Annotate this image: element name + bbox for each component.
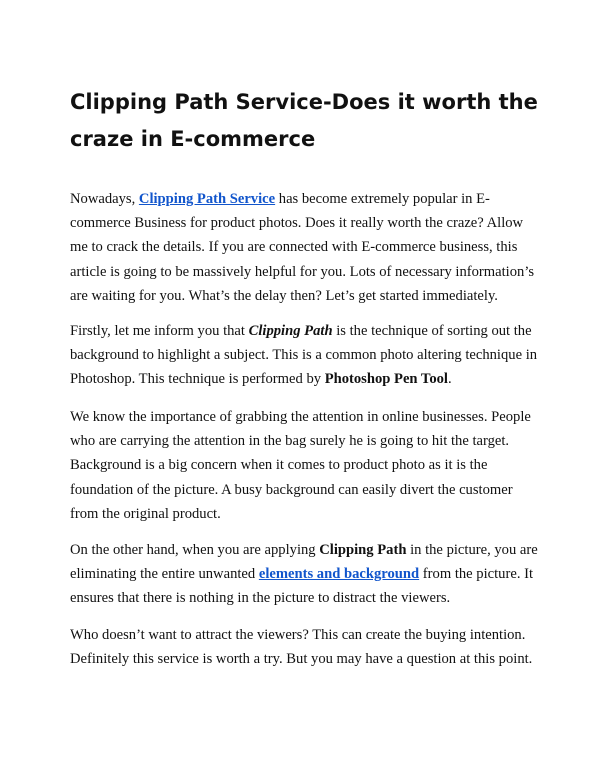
benefit-text-middle: in the picture, you are eliminating the entire unwanted — [70, 542, 538, 583]
intro-text-end: has become extremely popular in E-commerce Business for product photos. Does it really worth the craze? Allow me to crack the details. If you are connected with E-commerce business, this article is going to be massively helpful for you. Lots of necessary information’s are waiting for you. What’s the delay then? Let’s get started immediately. — [70, 191, 535, 304]
clipping-path-service-link[interactable]: Clipping Path Service — [138, 191, 276, 207]
clipping-path-emphasis: Clipping Path — [248, 323, 333, 339]
definition-text-end: . — [447, 371, 452, 388]
paragraph-benefit — [70, 538, 540, 611]
pen-tool-strong: Photoshop Pen Tool — [324, 371, 448, 388]
clipping-path-strong: Clipping Path — [319, 542, 407, 558]
benefit-text-start: On the other hand, when you are applying — [70, 542, 320, 558]
paragraph-definition — [70, 319, 540, 392]
benefit-text-end: from the picture. It ensures that there is nothing in the picture to distract the viewers. — [70, 566, 534, 607]
definition-text-middle: is the technique of sorting out the background to highlight a subject. This is a common photo altering technique in Photoshop. This technique is performed by — [70, 323, 538, 388]
paragraph-attention: We know the importance of grabbing the attention in online businesses. People who are carrying the attention in the bag surely he is going to hit the target. Background is a big concern when it comes to product photo as it is the foundation of the picture. A busy background can easily divert the customer from the original product. — [70, 409, 531, 522]
paragraph-closing: Who doesn’t want to attract the viewers? This can create the buying intention. Definitely this service is worth a try. But you may have a question at this point. — [70, 627, 533, 668]
intro-text-start: Nowadays, — [70, 191, 139, 207]
elements-and-background-link[interactable]: elements and background — [258, 566, 420, 583]
paragraph-intro — [70, 187, 540, 308]
article-title: Clipping Path Service-Does it worth the craze in E-commerce — [70, 90, 538, 151]
definition-text-start: Firstly, let me inform you that — [70, 323, 249, 339]
